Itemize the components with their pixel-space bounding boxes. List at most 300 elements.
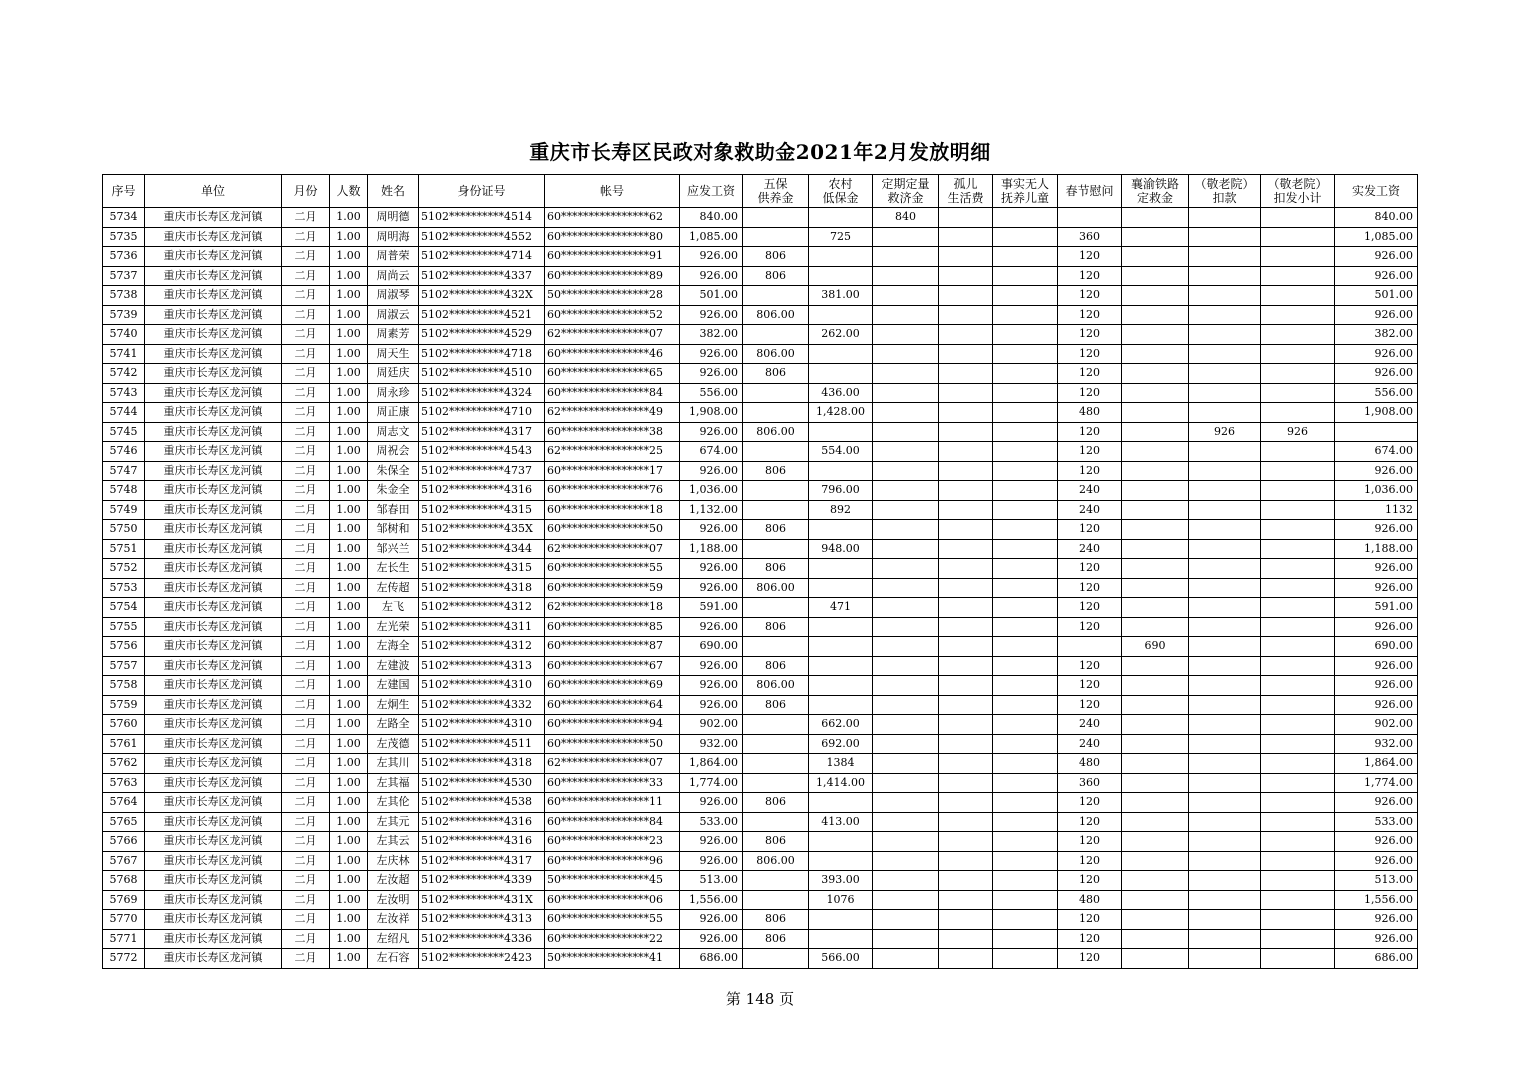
cell-account: 60****************55 [545,559,680,579]
cell-id-number: 5102**********4315 [419,559,545,579]
cell-id-number: 5102**********4510 [419,364,545,384]
cell-month: 二月 [282,500,330,520]
cell-nursing-deduct [1189,344,1261,364]
cell-month: 二月 [282,754,330,774]
cell-seq: 5740 [103,325,145,345]
cell-seq: 5763 [103,773,145,793]
cell-gross-pay: 926.00 [680,910,743,930]
cell-dibao [809,578,873,598]
cell-unsupported-child [993,247,1058,267]
cell-account: 60****************11 [545,793,680,813]
cell-count: 1.00 [330,461,368,481]
cell-nursing-deduct-subtotal [1261,715,1335,735]
cell-name: 左路全 [368,715,419,735]
cell-dingqi [873,286,939,306]
cell-unsupported-child [993,773,1058,793]
cell-id-number: 5102**********4718 [419,344,545,364]
cell-unit: 重庆市长寿区龙河镇 [145,305,282,325]
cell-xiangyu [1122,208,1189,228]
cell-nursing-deduct-subtotal [1261,578,1335,598]
cell-spring-festival: 120 [1058,793,1122,813]
cell-unit: 重庆市长寿区龙河镇 [145,344,282,364]
cell-dingqi [873,227,939,247]
cell-name: 左汝超 [368,871,419,891]
cell-month: 二月 [282,617,330,637]
cell-count: 1.00 [330,910,368,930]
cell-unit: 重庆市长寿区龙河镇 [145,578,282,598]
cell-wubao: 806 [743,910,809,930]
cell-unsupported-child [993,266,1058,286]
cell-count: 1.00 [330,656,368,676]
cell-nursing-deduct-subtotal [1261,832,1335,852]
cell-orphan [939,890,993,910]
cell-count: 1.00 [330,578,368,598]
cell-orphan [939,539,993,559]
cell-unit: 重庆市长寿区龙河镇 [145,559,282,579]
cell-spring-festival [1058,208,1122,228]
cell-seq: 5734 [103,208,145,228]
cell-orphan [939,734,993,754]
cell-dingqi [873,500,939,520]
cell-id-number: 5102**********4337 [419,266,545,286]
cell-unsupported-child [993,598,1058,618]
cell-xiangyu [1122,812,1189,832]
cell-xiangyu [1122,871,1189,891]
cell-count: 1.00 [330,500,368,520]
cell-xiangyu [1122,344,1189,364]
cell-net-pay: 902.00 [1335,715,1418,735]
cell-nursing-deduct [1189,305,1261,325]
cell-account: 60****************80 [545,227,680,247]
cell-gross-pay: 1,864.00 [680,754,743,774]
cell-dingqi [873,539,939,559]
cell-unsupported-child [993,383,1058,403]
cell-name: 左石容 [368,949,419,969]
cell-count: 1.00 [330,754,368,774]
page-number: 第 148 页 [725,990,795,1008]
cell-dibao [809,520,873,540]
cell-count: 1.00 [330,442,368,462]
cell-unsupported-child [993,364,1058,384]
cell-count: 1.00 [330,383,368,403]
cell-gross-pay: 926.00 [680,695,743,715]
cell-nursing-deduct [1189,656,1261,676]
cell-count: 1.00 [330,851,368,871]
cell-gross-pay: 513.00 [680,871,743,891]
cell-nursing-deduct: 926 [1189,422,1261,442]
cell-dibao [809,559,873,579]
cell-unsupported-child [993,305,1058,325]
cell-name: 周淑云 [368,305,419,325]
cell-spring-festival: 120 [1058,656,1122,676]
cell-unit: 重庆市长寿区龙河镇 [145,637,282,657]
table-row [103,364,1418,384]
cell-spring-festival: 240 [1058,734,1122,754]
cell-orphan [939,208,993,228]
cell-name: 周明德 [368,208,419,228]
cell-spring-festival [1058,637,1122,657]
cell-xiangyu [1122,734,1189,754]
cell-seq: 5735 [103,227,145,247]
cell-account: 62****************18 [545,598,680,618]
table-row [103,617,1418,637]
cell-unsupported-child [993,715,1058,735]
cell-nursing-deduct-subtotal [1261,442,1335,462]
cell-seq: 5770 [103,910,145,930]
cell-nursing-deduct-subtotal [1261,734,1335,754]
cell-unsupported-child [993,520,1058,540]
cell-unit: 重庆市长寿区龙河镇 [145,695,282,715]
cell-count: 1.00 [330,715,368,735]
cell-xiangyu [1122,929,1189,949]
cell-account: 60****************33 [545,773,680,793]
cell-month: 二月 [282,383,330,403]
cell-dibao: 381.00 [809,286,873,306]
cell-gross-pay: 926.00 [680,266,743,286]
cell-net-pay: 686.00 [1335,949,1418,969]
cell-month: 二月 [282,715,330,735]
cell-orphan [939,227,993,247]
cell-net-pay: 932.00 [1335,734,1418,754]
table-row [103,422,1418,442]
cell-nursing-deduct [1189,247,1261,267]
cell-spring-festival: 360 [1058,227,1122,247]
cell-name: 周祝会 [368,442,419,462]
cell-month: 二月 [282,832,330,852]
cell-gross-pay: 1,036.00 [680,481,743,501]
cell-xiangyu [1122,539,1189,559]
cell-nursing-deduct [1189,598,1261,618]
cell-dingqi [873,773,939,793]
cell-xiangyu [1122,403,1189,423]
cell-nursing-deduct [1189,364,1261,384]
cell-nursing-deduct [1189,871,1261,891]
cell-wubao: 806 [743,247,809,267]
cell-net-pay: 1,908.00 [1335,403,1418,423]
cell-xiangyu: 690 [1122,637,1189,657]
header-gross-pay: 应发工资 [680,175,743,208]
cell-seq: 5744 [103,403,145,423]
cell-unit: 重庆市长寿区龙河镇 [145,598,282,618]
table-row [103,871,1418,891]
cell-net-pay: 533.00 [1335,812,1418,832]
cell-dingqi [873,637,939,657]
cell-count: 1.00 [330,227,368,247]
cell-dingqi [873,559,939,579]
cell-name: 左炯生 [368,695,419,715]
cell-orphan [939,247,993,267]
table-row [103,286,1418,306]
cell-xiangyu [1122,832,1189,852]
cell-dibao [809,208,873,228]
cell-net-pay: 1,188.00 [1335,539,1418,559]
cell-dingqi [873,734,939,754]
cell-month: 二月 [282,344,330,364]
cell-account: 60****************50 [545,520,680,540]
cell-dibao: 1,414.00 [809,773,873,793]
cell-spring-festival: 120 [1058,598,1122,618]
cell-net-pay: 926.00 [1335,305,1418,325]
cell-id-number: 5102**********2423 [419,949,545,969]
cell-id-number: 5102**********4318 [419,754,545,774]
cell-orphan [939,656,993,676]
cell-id-number: 5102**********4332 [419,695,545,715]
cell-wubao [743,949,809,969]
cell-account: 50****************41 [545,949,680,969]
cell-nursing-deduct-subtotal [1261,754,1335,774]
cell-id-number: 5102**********4310 [419,676,545,696]
cell-account: 60****************91 [545,247,680,267]
cell-seq: 5772 [103,949,145,969]
cell-count: 1.00 [330,812,368,832]
cell-wubao [743,286,809,306]
table-row [103,403,1418,423]
cell-month: 二月 [282,266,330,286]
cell-seq: 5767 [103,851,145,871]
cell-spring-festival: 240 [1058,539,1122,559]
cell-name: 左茂德 [368,734,419,754]
cell-unit: 重庆市长寿区龙河镇 [145,656,282,676]
cell-seq: 5752 [103,559,145,579]
cell-account: 60****************76 [545,481,680,501]
cell-orphan [939,851,993,871]
cell-dibao [809,461,873,481]
cell-nursing-deduct-subtotal [1261,617,1335,637]
cell-wubao: 806 [743,832,809,852]
cell-nursing-deduct [1189,793,1261,813]
cell-seq: 5758 [103,676,145,696]
cell-count: 1.00 [330,344,368,364]
cell-wubao [743,871,809,891]
cell-id-number: 5102**********4521 [419,305,545,325]
cell-nursing-deduct [1189,500,1261,520]
cell-net-pay: 690.00 [1335,637,1418,657]
cell-net-pay: 926.00 [1335,578,1418,598]
cell-month: 二月 [282,734,330,754]
cell-account: 60****************87 [545,637,680,657]
cell-gross-pay: 1,908.00 [680,403,743,423]
cell-name: 邹兴兰 [368,539,419,559]
cell-month: 二月 [282,773,330,793]
cell-id-number: 5102**********4336 [419,929,545,949]
cell-account: 60****************46 [545,344,680,364]
cell-nursing-deduct-subtotal [1261,247,1335,267]
cell-id-number: 5102**********4737 [419,461,545,481]
cell-dibao [809,344,873,364]
cell-unit: 重庆市长寿区龙河镇 [145,617,282,637]
cell-dibao [809,832,873,852]
cell-dibao [809,422,873,442]
cell-nursing-deduct [1189,910,1261,930]
table-row [103,500,1418,520]
table-row [103,559,1418,579]
cell-spring-festival: 120 [1058,520,1122,540]
cell-xiangyu [1122,851,1189,871]
header-orphan: 孤儿 生活费 [939,175,993,208]
cell-wubao [743,598,809,618]
cell-unsupported-child [993,539,1058,559]
cell-gross-pay: 840.00 [680,208,743,228]
cell-count: 1.00 [330,208,368,228]
cell-id-number: 5102**********4315 [419,500,545,520]
cell-orphan [939,578,993,598]
cell-count: 1.00 [330,871,368,891]
cell-unsupported-child [993,929,1058,949]
cell-spring-festival: 120 [1058,364,1122,384]
cell-seq: 5764 [103,793,145,813]
cell-count: 1.00 [330,422,368,442]
cell-orphan [939,344,993,364]
cell-wubao [743,539,809,559]
cell-id-number: 5102**********435X [419,520,545,540]
cell-unit: 重庆市长寿区龙河镇 [145,812,282,832]
table-row [103,539,1418,559]
cell-name: 周素芳 [368,325,419,345]
table-row [103,208,1418,228]
cell-name: 朱保全 [368,461,419,481]
cell-wubao: 806 [743,364,809,384]
cell-gross-pay: 690.00 [680,637,743,657]
cell-net-pay: 926.00 [1335,832,1418,852]
cell-id-number: 5102**********4312 [419,637,545,657]
cell-gross-pay: 926.00 [680,305,743,325]
cell-month: 二月 [282,851,330,871]
cell-nursing-deduct [1189,832,1261,852]
cell-net-pay: 926.00 [1335,520,1418,540]
cell-gross-pay: 926.00 [680,793,743,813]
cell-orphan [939,929,993,949]
header-id-number: 身份证号 [419,175,545,208]
cell-xiangyu [1122,598,1189,618]
cell-unit: 重庆市长寿区龙河镇 [145,929,282,949]
cell-unit: 重庆市长寿区龙河镇 [145,461,282,481]
cell-spring-festival: 120 [1058,325,1122,345]
cell-spring-festival: 240 [1058,715,1122,735]
cell-id-number: 5102**********4552 [419,227,545,247]
cell-seq: 5737 [103,266,145,286]
cell-net-pay: 926.00 [1335,559,1418,579]
cell-count: 1.00 [330,637,368,657]
cell-id-number: 5102**********4313 [419,656,545,676]
cell-seq: 5760 [103,715,145,735]
cell-seq: 5748 [103,481,145,501]
cell-month: 二月 [282,598,330,618]
cell-month: 二月 [282,559,330,579]
cell-dingqi [873,929,939,949]
cell-id-number: 5102**********4324 [419,383,545,403]
cell-xiangyu [1122,383,1189,403]
cell-account: 62****************25 [545,442,680,462]
header-net-pay: 实发工资 [1335,175,1418,208]
cell-orphan [939,305,993,325]
cell-gross-pay: 382.00 [680,325,743,345]
cell-dingqi [873,812,939,832]
cell-net-pay [1335,422,1418,442]
cell-count: 1.00 [330,266,368,286]
cell-wubao: 806.00 [743,305,809,325]
cell-nursing-deduct-subtotal [1261,890,1335,910]
cell-spring-festival: 120 [1058,344,1122,364]
cell-dingqi [873,383,939,403]
cell-dibao: 1076 [809,890,873,910]
cell-account: 60****************06 [545,890,680,910]
cell-name: 周志文 [368,422,419,442]
cell-name: 邹春田 [368,500,419,520]
cell-account: 62****************07 [545,325,680,345]
cell-gross-pay: 926.00 [680,832,743,852]
cell-dibao: 413.00 [809,812,873,832]
cell-seq: 5759 [103,695,145,715]
cell-net-pay: 926.00 [1335,617,1418,637]
cell-name: 朱金全 [368,481,419,501]
cell-count: 1.00 [330,676,368,696]
cell-nursing-deduct-subtotal [1261,656,1335,676]
cell-month: 二月 [282,403,330,423]
cell-nursing-deduct-subtotal [1261,305,1335,325]
cell-orphan [939,364,993,384]
cell-dingqi [873,793,939,813]
cell-dingqi [873,461,939,481]
cell-wubao [743,325,809,345]
cell-account: 62****************07 [545,539,680,559]
cell-orphan [939,676,993,696]
cell-spring-festival: 120 [1058,559,1122,579]
cell-gross-pay: 926.00 [680,520,743,540]
cell-dibao [809,656,873,676]
cell-dibao: 948.00 [809,539,873,559]
cell-seq: 5747 [103,461,145,481]
cell-gross-pay: 926.00 [680,578,743,598]
cell-wubao: 806 [743,559,809,579]
cell-nursing-deduct-subtotal [1261,598,1335,618]
table-row [103,832,1418,852]
cell-wubao: 806.00 [743,676,809,696]
cell-nursing-deduct-subtotal [1261,695,1335,715]
cell-wubao [743,773,809,793]
cell-seq: 5738 [103,286,145,306]
cell-orphan [939,520,993,540]
table-row [103,676,1418,696]
cell-name: 左其伦 [368,793,419,813]
cell-account: 60****************22 [545,929,680,949]
cell-seq: 5745 [103,422,145,442]
cell-month: 二月 [282,286,330,306]
cell-unit: 重庆市长寿区龙河镇 [145,832,282,852]
cell-nursing-deduct [1189,208,1261,228]
cell-orphan [939,754,993,774]
cell-account: 60****************84 [545,812,680,832]
cell-unit: 重庆市长寿区龙河镇 [145,520,282,540]
cell-unit: 重庆市长寿区龙河镇 [145,383,282,403]
cell-dingqi [873,890,939,910]
cell-net-pay: 926.00 [1335,656,1418,676]
cell-count: 1.00 [330,481,368,501]
cell-dibao [809,910,873,930]
cell-month: 二月 [282,481,330,501]
table-row [103,812,1418,832]
table-row [103,461,1418,481]
cell-unit: 重庆市长寿区龙河镇 [145,403,282,423]
cell-month: 二月 [282,364,330,384]
cell-wubao: 806 [743,520,809,540]
cell-spring-festival: 480 [1058,890,1122,910]
cell-nursing-deduct [1189,227,1261,247]
cell-dibao: 566.00 [809,949,873,969]
cell-month: 二月 [282,208,330,228]
cell-dingqi [873,715,939,735]
cell-xiangyu [1122,461,1189,481]
header-account: 帐号 [545,175,680,208]
